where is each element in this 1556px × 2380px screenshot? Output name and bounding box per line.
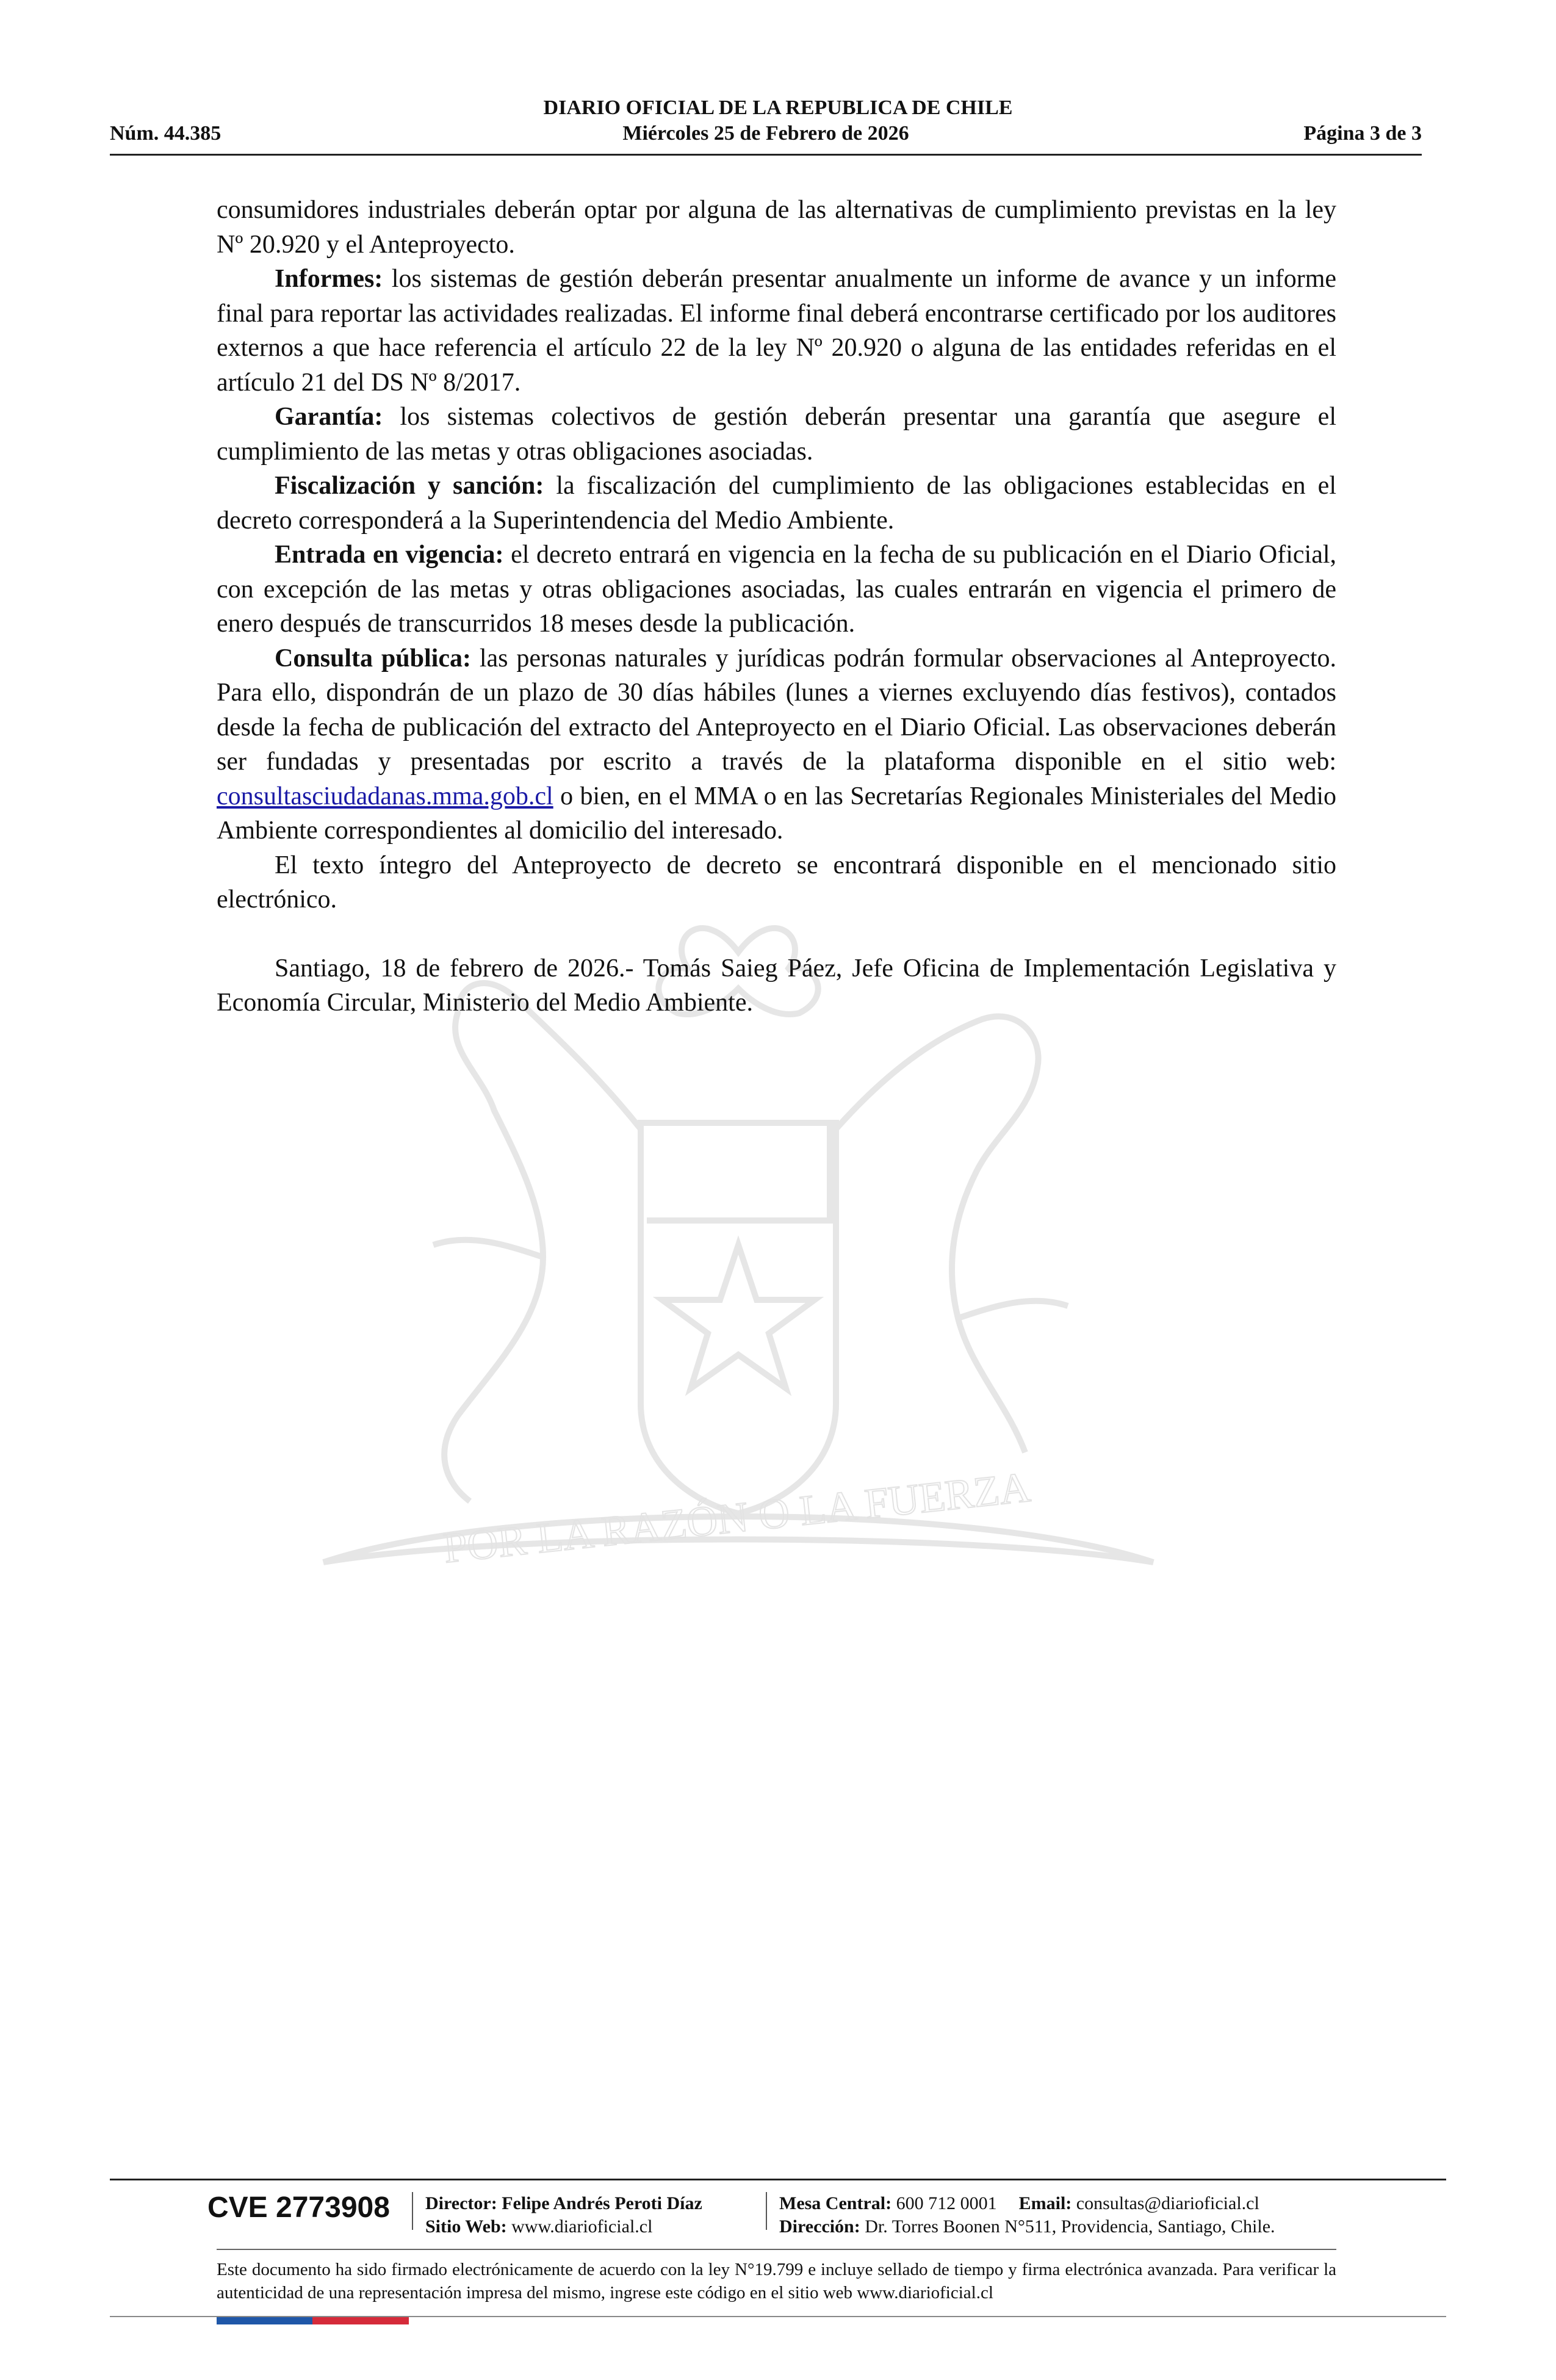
email-value: consultas@diarioficial.cl [1072,2193,1259,2213]
address-value: Dr. Torres Boonen N°511, Providencia, Santiago, Chile. [860,2216,1275,2237]
paragraph-vigencia [217,538,1336,641]
label-fiscalizacion: Fiscalización y sanción: [275,472,544,500]
text-informes: los sistemas de gestión deberán presentar anualmente un informe de avance y un informe final para reportar las actividades realizadas. El informe final deberá encontrarse certificado por los auditores externos a que hace referencia el artículo 22 de la ley Nº 20.920 o alguna de las entidades referidas en el artículo 21 del DS Nº 8/2017. [217,265,1336,397]
director-label: Director: [425,2193,497,2213]
paragraph-informes [217,262,1336,400]
director-value: Felipe Andrés Peroti Díaz [497,2193,702,2213]
paragraph-spacer [217,917,1336,951]
text-consulta-a: las personas naturales y jurídicas podrán formular observaciones al Anteproyecto. Para ello, dispondrán de un plazo de 30 días hábiles (lunes a viernes excluyendo días festivos), contados desde la fecha de publicación del extracto del Anteproyecto en el Diario Oficial. Las observaciones deberán ser fundadas y presentadas por escrito a través de la plataforma disponible en el sitio web: [217,644,1336,776]
issue-number: Núm. 44.385 [110,122,222,145]
text-fiscalizacion: la fiscalización del cumplimiento de las obligaciones establecidas en el decreto corresponderá a la Superintendencia del Medio Ambiente. [217,472,1336,535]
footer-divider-top [110,2179,1446,2180]
director-line [425,2192,702,2215]
paragraph-texto-integro: El texto íntegro del Anteproyecto de decreto se encontrará disponible en el mencionado sitio electrónico. [217,851,1336,914]
email-label: Email: [1018,2193,1072,2213]
label-vigencia: Entrada en vigencia: [275,541,504,569]
header-row [110,122,1422,149]
newspaper-title: DIARIO OFICIAL DE LA REPUBLICA DE CHILE [543,96,1013,119]
footer-director-block [425,2192,702,2238]
phone-value: 600 712 0001 [891,2193,997,2213]
website-value: www.diarioficial.cl [506,2216,653,2237]
paragraph-consulta [217,641,1336,848]
address-line [779,2215,1275,2238]
page-indicator: Página 3 de 3 [1303,122,1422,145]
footer-separator-2 [766,2192,767,2230]
footer-contact-block [779,2192,1275,2238]
consultas-link[interactable]: consultasciudadanas.mma.gob.cl [217,782,553,810]
phone-label: Mesa Central: [779,2193,892,2213]
signature-paragraph: Santiago, 18 de febrero de 2026.- Tomás Saieg Páez, Jefe Oficina de Implementación Legislativa y Economía Circular, Ministerio del Medio Ambiente. [217,954,1336,1017]
label-informes: Informes: [275,265,383,293]
cve-code: CVE 2773908 [207,2191,390,2224]
flag-red-segment [312,2317,409,2324]
website-label: Sitio Web: [425,2216,507,2237]
paragraph-fiscalizacion [217,469,1336,538]
label-consulta: Consulta pública: [275,644,471,673]
article-body [217,193,1336,1020]
issue-date: Miércoles 25 de Febrero de 2026 [622,122,909,145]
text-garantia: los sistemas colectivos de gestión deberán presentar una garantía que asegure el cumplimiento de las metas y otras obligaciones asociadas. [217,403,1336,466]
label-garantia: Garantía: [275,403,383,431]
footer-separator-1 [412,2192,413,2230]
paragraph-continuation: consumidores industriales deberán optar por alguna de las alternativas de cumplimiento previstas en la ley Nº 20.920 y el Anteproyecto. [217,196,1336,259]
flag-color-bar [217,2317,409,2324]
address-label: Dirección: [779,2216,860,2237]
paragraph-garantia [217,400,1336,469]
text-consulta-b: o bien, en el MMA o en las Secretarías Regionales Ministeriales del Medio Ambiente correspondientes al domicilio del interesado. [217,782,1336,845]
flag-blue-segment [217,2317,312,2324]
motto-text: POR LA RAZÓN O LA FUERZA [441,1463,1033,1573]
header-divider [110,154,1422,156]
contact-line [779,2192,1275,2215]
website-line [425,2215,702,2238]
legal-notice: Este documento ha sido firmado electrónicamente de acuerdo con la ley N°19.799 e incluye sellado de tiempo y firma electrónica avanzada. Para verificar la autenticidad de una representación impresa del mismo, ingrese este código en el sitio web www.diarioficial.cl [217,2260,1336,2302]
footer-divider-middle [217,2249,1336,2250]
text-vigencia: el decreto entrará en vigencia en la fecha de su publicación en el Diario Oficial, con excepción de las metas y otras obligaciones asociadas, las cuales entrarán en vigencia el primero de enero después de transcurridos 18 meses desde la publicación. [217,541,1337,638]
